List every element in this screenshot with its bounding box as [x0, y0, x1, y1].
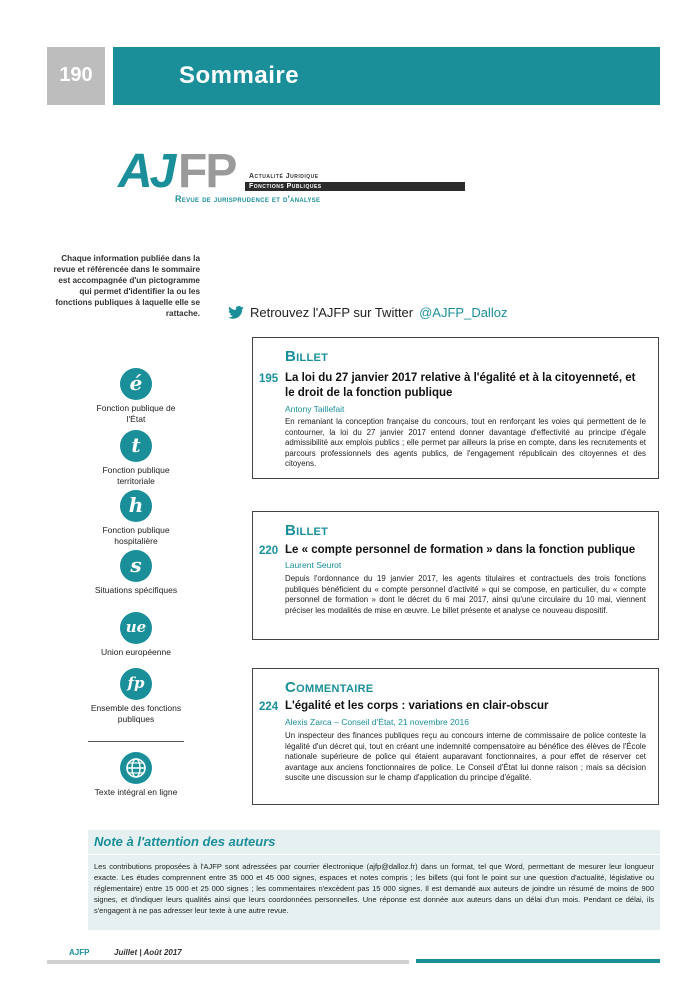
article-abstract: Un inspecteur des finances publiques reçu au concours interne de commissaire de police conteste la légalité d'un décret qui, tout en créant une indemnité compensatoire au bénéfice des élèves de l'École nationale supérieure de police qui étaient auparavant fonctionnaires, a pour effet de réserver cet avantage aux anciens fonctionnaires de police. Le Conseil d'État lui donne raison ; mais sa décision suscite une discussion sur le champ d'application du principe d'égalité.	[285, 731, 646, 782]
note-divider	[88, 854, 660, 855]
logo-subtitle-2: Fonctions Publiques	[245, 182, 465, 191]
article-author: Alexis Zarca – Conseil d'État, 21 novembre 2016	[285, 717, 469, 727]
picto-label: Fonction publique territoriale	[102, 465, 170, 486]
globe-icon	[120, 752, 152, 784]
authors-note-title: Note à l'attention des auteurs	[94, 834, 276, 849]
picto-label: Ensemble des fonctions publiques	[90, 703, 182, 724]
article-card[interactable]	[252, 511, 659, 640]
picto-ensemble-fonctions-publiques	[90, 668, 182, 725]
footer-issue: Juillet | Août 2017	[114, 948, 182, 957]
picto-union-europeenne	[90, 612, 182, 658]
article-page: 195	[259, 373, 279, 385]
article-category: Billet	[285, 522, 329, 539]
picto-situations-specifiques	[90, 550, 182, 596]
page-number: 190	[47, 47, 105, 105]
page-title: Sommaire	[179, 62, 300, 89]
logo-aj: AJ	[118, 145, 174, 198]
article-title[interactable]: L'égalité et les corps : variations en clair-obscur	[285, 700, 549, 712]
article-category: Billet	[285, 348, 329, 365]
twitter-text: Retrouvez l'AJFP sur Twitter	[250, 305, 414, 320]
header-bar	[113, 47, 660, 105]
globe-glyph-icon	[120, 752, 152, 784]
article-card[interactable]	[252, 337, 659, 479]
article-author: Antony Taillefait	[285, 404, 345, 414]
picto-fonction-publique-hospitaliere	[90, 490, 182, 547]
article-abstract: En remaniant la conception française du concours, tout en renforçant les voies qui permettent de le contourner, la loi du 27 janvier 2017 entend donner davantage d'effectivité au principe d'égale admissibilité aux emplois publics ; elle permet par ailleurs la prise en compte, dans les recrutements et parcours professionnels des agents publics, de l'engagement républicain des citoyennes et des citoyens.	[285, 417, 646, 468]
footer-rule-grey	[47, 960, 409, 964]
union-europeenne-icon: ue	[120, 612, 152, 644]
logo-tagline: Revue de jurisprudence et d'analyse	[175, 194, 321, 204]
authors-note-body: Les contributions proposées à l'AJFP sont adressées par courrier électronique (ajfp@dalloz.fr) dans un format, tel que Word, permettant de mesurer leur longueur exacte. Les études comprennent entre 35 000 et 45 000 signes, espaces et notes compris ; les billets (qui font le point sur une question d'actualité, législative ou réglementaire) entre 15 000 et 25 000 signes ; les commentaires n'excèdent pas 15 000 signes. Il est demandé aux auteurs de joindre un résumé de moins de 900 signes, et d'indiquer leurs qualités ainsi que leurs coordonnées personnelles. Une réponse est donnée aux auteurs dans un délai d'un mois. Pendant ce délai, ils s'engagent à ne pas adresser leur texte à une autre revue.	[94, 862, 654, 915]
etat-icon: é	[120, 368, 152, 400]
picto-label: Texte intégral en ligne	[94, 787, 178, 797]
authors-note-box	[88, 830, 660, 930]
picto-label: Situations spécifiques	[94, 585, 178, 595]
logo-fp: FP	[178, 145, 236, 198]
article-card[interactable]	[252, 668, 659, 805]
ajfp-logo	[118, 145, 358, 208]
ensemble-icon: fp	[120, 668, 152, 700]
article-page: 224	[259, 701, 279, 713]
twitter-handle[interactable]: @AJFP_Dalloz	[419, 305, 508, 320]
article-title[interactable]: Le « compte personnel de formation » dans la fonction publique	[285, 544, 636, 556]
logo-subtitle-1: Actualité Juridique	[249, 173, 319, 180]
article-page: 220	[259, 545, 279, 557]
picto-fonction-publique-etat	[90, 368, 182, 425]
footer-rule-teal	[416, 959, 660, 963]
intro-text: Chaque information publiée dans la revue et référencée dans le sommaire est accompagnée d'un pictogramme qui permet d'identifier la ou les fonctions publiques à laquelle elle se rattache.	[53, 254, 200, 318]
territoriale-icon: t	[120, 430, 152, 462]
situations-icon: s	[120, 550, 152, 582]
picto-fonction-publique-territoriale	[90, 430, 182, 487]
hospitaliere-icon: h	[120, 490, 152, 522]
picto-label: Fonction publique hospitalière	[102, 525, 170, 546]
picto-texte-integral[interactable]	[90, 752, 182, 798]
twitter-bird-icon	[228, 306, 244, 319]
article-author: Laurent Seurot	[285, 560, 342, 570]
picto-label: Fonction publique de l'État	[96, 403, 176, 424]
footer-journal: AJFP	[69, 948, 90, 957]
article-abstract: Depuis l'ordonnance du 19 janvier 2017, les agents titulaires et contractuels des trois fonctions publiques bénéficient du « compte personnel d'activité » qui se compose, en particulier, du « compte personnel de formation » dont le décret du 6 mai 2017, ainsi qu'une circulaire du 10 mai, viennent préciser les modalités de mise en œuvre. Le billet présente et analyse ce nouveau dispositif.	[285, 574, 646, 615]
twitter-line[interactable]	[228, 305, 507, 320]
picto-label: Union européenne	[101, 647, 171, 657]
sidebar-divider	[88, 741, 184, 742]
article-title[interactable]: La loi du 27 janvier 2017 relative à l'égalité et à la citoyenneté, et le droit de la fonction publique	[285, 372, 636, 399]
article-category: Commentaire	[285, 679, 374, 696]
